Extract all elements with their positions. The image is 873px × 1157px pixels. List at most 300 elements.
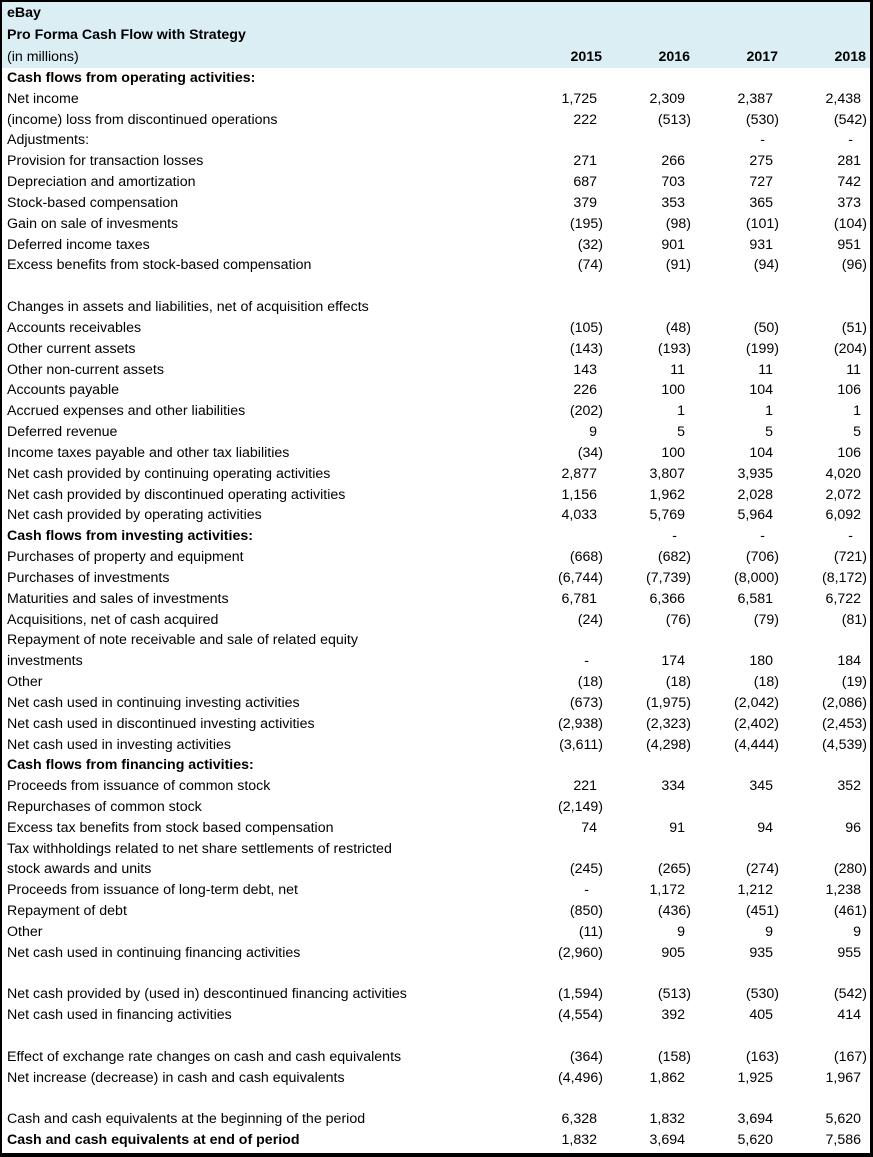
value-cell: [518, 297, 606, 318]
row-label: [7, 276, 518, 297]
table-row: [2, 151, 870, 172]
value-cell: 5: [853, 424, 861, 441]
table-row: [2, 1005, 870, 1026]
table-row: [2, 776, 870, 797]
value-cell: [518, 276, 606, 297]
row-label: stock awards and units: [7, 861, 152, 878]
value-cell: (101): [745, 215, 779, 232]
value-cell: 5,620: [825, 1111, 861, 1128]
value-cell: 3,694: [737, 1111, 773, 1128]
value-cell: 94: [757, 819, 773, 836]
value-cell: (167): [833, 1048, 867, 1065]
value-cell: 100: [661, 382, 685, 399]
row-label: Maturities and sales of investments: [7, 590, 229, 607]
value-cell: (79): [753, 611, 779, 628]
row-label: [7, 964, 518, 985]
value-cell: [782, 1089, 870, 1110]
table-row: [2, 505, 870, 526]
units-label: (in millions): [7, 49, 79, 65]
row-label: Provision for transaction losses: [7, 153, 204, 170]
value-cell: (682): [657, 549, 691, 566]
value-cell: 281: [837, 153, 861, 170]
value-cell: (76): [665, 611, 691, 628]
value-cell: 104: [749, 444, 773, 461]
value-cell: (195): [569, 215, 603, 232]
value-cell: 6,581: [737, 590, 773, 607]
value-cell: [694, 797, 782, 818]
value-cell: (158): [657, 1048, 691, 1065]
value-cell: (96): [841, 257, 867, 274]
value-cell: (4,444): [734, 736, 779, 753]
value-cell: 174: [661, 653, 685, 670]
value-cell: 266: [661, 153, 685, 170]
value-cell: (1,594): [558, 986, 603, 1003]
value-cell: 1,967: [825, 1069, 861, 1086]
year-header-2018: 2018: [834, 49, 866, 65]
value-cell: 379: [573, 194, 597, 211]
value-cell: 1,962: [649, 486, 685, 503]
company-row: [2, 2, 870, 24]
value-cell: 11: [670, 361, 685, 378]
value-cell: 414: [837, 1007, 861, 1024]
value-cell: (163): [745, 1048, 779, 1065]
table-row: [2, 318, 870, 339]
value-cell: [606, 1026, 694, 1047]
row-label: Cash and cash equivalents at end of period: [7, 1132, 300, 1149]
value-cell: (513): [657, 986, 691, 1003]
table-row: [2, 401, 870, 422]
value-cell: -: [760, 132, 765, 149]
value-cell: (265): [657, 861, 691, 878]
value-cell: 9: [765, 923, 773, 940]
table-row: [2, 360, 870, 381]
table-row: [2, 568, 870, 589]
value-cell: 9: [677, 923, 685, 940]
table-row: [2, 964, 870, 985]
value-cell: (673): [569, 694, 603, 711]
value-cell: [782, 964, 870, 985]
table-row: [2, 130, 870, 151]
row-label: [7, 1089, 518, 1110]
value-cell: 104: [749, 382, 773, 399]
table-row: [2, 839, 870, 860]
value-cell: (51): [841, 319, 867, 336]
value-cell: 352: [837, 778, 861, 795]
value-cell: [606, 630, 694, 651]
value-cell: [606, 68, 694, 89]
row-label: Net cash used in investing activities: [7, 736, 231, 753]
value-cell: (48): [665, 319, 691, 336]
value-cell: 5,964: [737, 507, 773, 524]
value-cell: [518, 964, 606, 985]
row-label: Cash flows from financing activities:: [7, 757, 254, 774]
year-header-2016: 2016: [658, 49, 690, 65]
row-label: Stock-based compensation: [7, 194, 179, 211]
value-cell: (202): [569, 403, 603, 420]
value-cell: [518, 68, 606, 89]
value-cell: 703: [661, 174, 685, 191]
value-cell: 275: [749, 153, 773, 170]
row-label: Other non-current assets: [7, 361, 164, 378]
value-cell: 1,172: [649, 882, 685, 899]
value-cell: (4,554): [558, 1007, 603, 1024]
value-cell: (721): [833, 549, 867, 566]
page-title: Pro Forma Cash Flow with Strategy: [7, 27, 246, 43]
table-row: [2, 589, 870, 610]
value-cell: (81): [841, 611, 867, 628]
value-cell: 180: [749, 653, 773, 670]
value-cell: 4,033: [561, 507, 597, 524]
table-row: [2, 255, 870, 276]
value-cell: (91): [665, 257, 691, 274]
value-cell: [518, 1026, 606, 1047]
value-cell: [782, 297, 870, 318]
value-cell: [606, 130, 694, 151]
value-cell: [694, 964, 782, 985]
table-row: [2, 485, 870, 506]
value-cell: 100: [661, 444, 685, 461]
table-row: [2, 672, 870, 693]
value-cell: [782, 839, 870, 860]
year-header-2015: 2015: [570, 49, 602, 65]
table-row: [2, 1047, 870, 1068]
value-cell: (18): [753, 674, 779, 691]
value-cell: (143): [569, 340, 603, 357]
value-cell: 1,212: [737, 882, 773, 899]
table-header: [2, 2, 870, 68]
row-label: (income) loss from discontinued operations: [7, 111, 278, 128]
value-cell: [694, 630, 782, 651]
row-label: Cash flows from operating activities:: [7, 70, 256, 86]
value-cell: 935: [749, 944, 773, 961]
value-cell: -: [760, 528, 765, 545]
column-header-row: [2, 46, 870, 68]
value-cell: [782, 630, 870, 651]
table-row: [2, 610, 870, 631]
table-row: [2, 630, 870, 651]
value-cell: [606, 755, 694, 776]
value-cell: -: [672, 528, 677, 545]
value-cell: 6,722: [825, 590, 861, 607]
row-label: Acquisitions, net of cash acquired: [7, 611, 219, 628]
row-label: Accrued expenses and other liabilities: [7, 403, 246, 420]
row-label: Cash and cash equivalents at the beginning of the period: [7, 1111, 366, 1128]
value-cell: (2,960): [558, 944, 603, 961]
row-label: Net increase (decrease) in cash and cash equivalents: [7, 1069, 345, 1086]
value-cell: 1,832: [561, 1132, 597, 1149]
value-cell: 226: [573, 382, 597, 399]
value-cell: [782, 68, 870, 89]
value-cell: [606, 297, 694, 318]
value-cell: (204): [833, 340, 867, 357]
value-cell: 365: [749, 194, 773, 211]
value-cell: (4,298): [646, 736, 691, 753]
value-cell: 345: [749, 778, 773, 795]
row-label: Excess tax benefits from stock based compensation: [7, 819, 334, 836]
value-cell: 1,238: [825, 882, 861, 899]
value-cell: (7,739): [646, 569, 691, 586]
value-cell: [518, 130, 606, 151]
value-cell: (436): [657, 903, 691, 920]
value-cell: 687: [573, 174, 597, 191]
row-label: Deferred revenue: [7, 424, 118, 441]
value-cell: [606, 1089, 694, 1110]
table-row: [2, 797, 870, 818]
value-cell: [782, 1026, 870, 1047]
row-label: [7, 1026, 518, 1047]
value-cell: 353: [661, 194, 685, 211]
row-label: Net cash used in continuing investing activities: [7, 694, 300, 711]
value-cell: (199): [745, 340, 779, 357]
value-cell: 5,620: [737, 1132, 773, 1149]
value-cell: [694, 68, 782, 89]
row-label: Depreciation and amortization: [7, 174, 196, 191]
table-row: [2, 1109, 870, 1130]
table-row: [2, 651, 870, 672]
row-label: Effect of exchange rate changes on cash and cash equivalents: [7, 1048, 402, 1065]
row-label: Income taxes payable and other tax liabilities: [7, 444, 290, 461]
value-cell: [782, 797, 870, 818]
value-cell: (3,611): [559, 736, 603, 753]
table-row: [2, 818, 870, 839]
value-cell: [518, 1089, 606, 1110]
value-cell: 4,020: [825, 465, 861, 482]
value-cell: 334: [661, 778, 685, 795]
value-cell: (6,744): [558, 569, 603, 586]
row-label: Cash flows from investing activities:: [7, 528, 253, 545]
value-cell: 96: [845, 819, 861, 836]
value-cell: [694, 1089, 782, 1110]
value-cell: (2,042): [734, 694, 779, 711]
value-cell: (34): [577, 444, 603, 461]
row-label: Other: [7, 674, 43, 691]
value-cell: 2,387: [737, 90, 773, 107]
table-row: [2, 214, 870, 235]
value-cell: (530): [745, 986, 779, 1003]
row-label: Excess benefits from stock-based compensation: [7, 257, 312, 274]
value-cell: 1: [765, 403, 773, 420]
row-label: Repayment of debt: [7, 903, 127, 920]
table-row: [2, 880, 870, 901]
value-cell: [694, 276, 782, 297]
value-cell: (2,149): [558, 798, 603, 815]
value-cell: -: [848, 132, 853, 149]
row-label: Net cash provided by discontinued operating activities: [7, 486, 346, 503]
value-cell: (2,323): [646, 715, 691, 732]
table-row: [2, 297, 870, 318]
value-cell: 271: [573, 153, 597, 170]
value-cell: 405: [749, 1007, 773, 1024]
value-cell: 6,092: [825, 507, 861, 524]
value-cell: 727: [749, 174, 773, 191]
value-cell: 951: [837, 236, 861, 253]
value-cell: [518, 526, 606, 547]
table-row: [2, 755, 870, 776]
value-cell: 9: [853, 923, 861, 940]
row-label: investments: [7, 653, 83, 670]
row-label: Net cash used in discontinued investing activities: [7, 715, 315, 732]
table-row: [2, 1068, 870, 1089]
value-cell: (2,938): [558, 715, 603, 732]
value-cell: [606, 797, 694, 818]
table-row: [2, 943, 870, 964]
value-cell: 91: [669, 819, 685, 836]
value-cell: [694, 1026, 782, 1047]
value-cell: 184: [837, 653, 861, 670]
value-cell: 9: [589, 424, 597, 441]
table-row: [2, 422, 870, 443]
row-label: Net income: [7, 90, 79, 107]
value-cell: -: [584, 653, 589, 670]
row-label: Proceeds from issuance of common stock: [7, 778, 271, 795]
table-row: [2, 89, 870, 110]
row-label: Repayment of note receivable and sale of related equity: [7, 632, 358, 649]
value-cell: (4,539): [822, 736, 867, 753]
row-label: Deferred income taxes: [7, 236, 150, 253]
table-row: [2, 859, 870, 880]
value-cell: (668): [569, 549, 603, 566]
value-cell: (542): [833, 986, 867, 1003]
value-cell: 955: [837, 944, 861, 961]
value-cell: [606, 964, 694, 985]
value-cell: (11): [578, 923, 603, 940]
value-cell: 905: [661, 944, 685, 961]
row-label: Accounts receivables: [7, 319, 142, 336]
value-cell: 6,366: [649, 590, 685, 607]
value-cell: (364): [569, 1048, 603, 1065]
company-name: eBay: [7, 5, 41, 21]
value-cell: 11: [758, 361, 773, 378]
row-label: Adjustments:: [7, 132, 90, 149]
value-cell: (74): [577, 257, 603, 274]
value-cell: 5: [765, 424, 773, 441]
value-cell: 143: [573, 361, 597, 378]
table-row: [2, 714, 870, 735]
value-cell: 901: [661, 236, 685, 253]
row-label: Net cash provided by (used in) descontinued financing activities: [7, 986, 407, 1003]
table-row: [2, 193, 870, 214]
value-cell: (2,402): [734, 715, 779, 732]
value-cell: (24): [577, 611, 603, 628]
table-row: [2, 693, 870, 714]
value-cell: 2,877: [561, 465, 597, 482]
table-row: [2, 922, 870, 943]
value-cell: (2,086): [822, 694, 867, 711]
value-cell: 106: [837, 444, 861, 461]
row-label: Gain on sale of invesments: [7, 215, 179, 232]
table-row: [2, 1089, 870, 1110]
table-row: [2, 526, 870, 547]
table-row: [2, 339, 870, 360]
value-cell: -: [848, 528, 853, 545]
value-cell: (104): [833, 215, 867, 232]
value-cell: 6,328: [561, 1111, 597, 1128]
value-cell: (18): [577, 674, 603, 691]
row-label: Purchases of investments: [7, 569, 170, 586]
value-cell: [518, 755, 606, 776]
value-cell: (50): [753, 319, 779, 336]
value-cell: 1,862: [649, 1069, 685, 1086]
row-label: Changes in assets and liabilities, net of acquisition effects: [7, 299, 369, 316]
table-row: [2, 901, 870, 922]
value-cell: 5: [677, 424, 685, 441]
row-label: Repurchases of common stock: [7, 798, 202, 815]
value-cell: 1,925: [737, 1069, 773, 1086]
row-label: Other: [7, 923, 43, 940]
value-cell: 5,769: [649, 507, 685, 524]
table-row: [2, 110, 870, 131]
row-label: Net cash provided by continuing operating activities: [7, 465, 331, 482]
value-cell: 2,309: [649, 90, 685, 107]
value-cell: (245): [569, 861, 603, 878]
value-cell: 3,694: [649, 1132, 685, 1149]
value-cell: (1,975): [646, 694, 691, 711]
table-row: [2, 443, 870, 464]
table-row: [2, 1026, 870, 1047]
table-row: [2, 547, 870, 568]
value-cell: 1: [853, 403, 861, 420]
value-cell: 222: [573, 111, 597, 128]
value-cell: [694, 755, 782, 776]
value-cell: (94): [753, 257, 779, 274]
table-row: [2, 235, 870, 256]
year-header-2017: 2017: [746, 49, 778, 65]
value-cell: [694, 297, 782, 318]
value-cell: 74: [581, 819, 597, 836]
value-cell: (706): [745, 549, 779, 566]
row-label: Proceeds from issuance of long-term debt, net: [7, 882, 298, 899]
table-row: [2, 735, 870, 756]
value-cell: 373: [837, 194, 861, 211]
table-row: [2, 984, 870, 1005]
value-cell: [518, 839, 606, 860]
value-cell: [694, 839, 782, 860]
table-row: [2, 380, 870, 401]
value-cell: 3,807: [649, 465, 685, 482]
value-cell: (8,172): [822, 569, 867, 586]
row-label: Accounts payable: [7, 382, 119, 399]
table-row: [2, 464, 870, 485]
value-cell: (542): [833, 111, 867, 128]
table-body: [2, 68, 870, 1151]
row-label: Tax withholdings related to net share settlements of restricted: [7, 840, 392, 857]
value-cell: (193): [657, 340, 691, 357]
value-cell: (105): [569, 319, 603, 336]
table-row: [2, 68, 870, 89]
value-cell: 221: [573, 778, 597, 795]
value-cell: 2,438: [825, 90, 861, 107]
value-cell: [782, 276, 870, 297]
value-cell: (32): [577, 236, 603, 253]
value-cell: (274): [745, 861, 779, 878]
value-cell: 106: [837, 382, 861, 399]
value-cell: 931: [749, 236, 773, 253]
value-cell: (2,453): [822, 715, 867, 732]
value-cell: (8,000): [734, 569, 779, 586]
value-cell: (451): [745, 903, 779, 920]
value-cell: 2,072: [825, 486, 861, 503]
value-cell: (530): [745, 111, 779, 128]
value-cell: (461): [833, 903, 867, 920]
value-cell: 6,781: [561, 590, 597, 607]
value-cell: 392: [661, 1007, 685, 1024]
value-cell: 1: [677, 403, 685, 420]
row-label: Net cash used in financing activities: [7, 1007, 232, 1024]
value-cell: 11: [846, 361, 861, 378]
value-cell: [518, 630, 606, 651]
row-label: Net cash used in continuing financing activities: [7, 944, 301, 961]
value-cell: [606, 839, 694, 860]
